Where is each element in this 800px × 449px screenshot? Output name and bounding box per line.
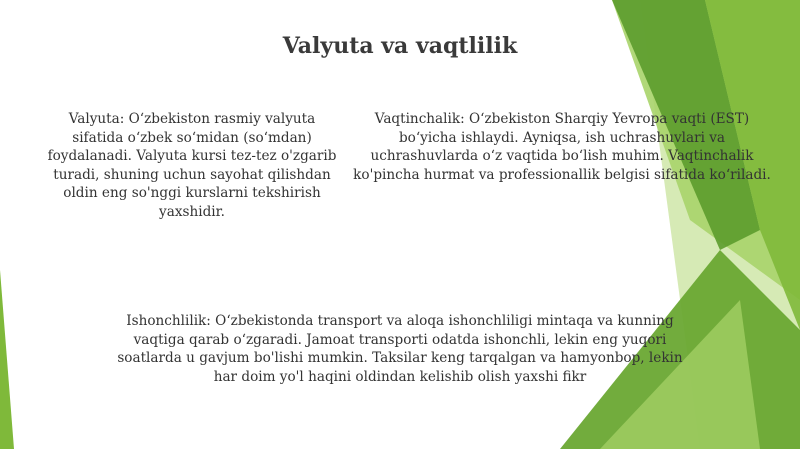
- currency-paragraph: Valyuta: O‘zbekiston rasmiy valyuta sifatida o‘zbek so‘midan (so‘mdan) foydalanadi. Valyuta kursi tez-tez o'zgarib turadi, shuning uchun sayohat qilishdan oldin eng so'nggi kurslarni tekshirish yaxshidir.: [47, 111, 337, 220]
- punctuality-paragraph: Vaqtinchalik: O‘zbekiston Sharqiy Yevropa vaqti (EST) bo‘yicha ishlaydi. Ayniqsa, ish uchrashuvlari va uchrashuvlarda o‘z vaqtida bo‘lish muhim. Vaqtinchalik ko'pincha hurmat va professionallik belgisi sifatida ko‘riladi.: [353, 111, 771, 183]
- left-edge-triangle: [0, 270, 14, 449]
- slide-title: Valyuta va vaqtlilik: [282, 33, 518, 59]
- reliability-paragraph: Ishonchlilik: O‘zbekistonda transport va aloqa ishonchliligi mintaqa va kunning vaqtiga qarab o‘zgaradi. Jamoat transporti odatda ishonchli, lekin eng yuqori soatlarda u gavjum bo'lishi mumkin. Taksilar keng tarqalgan va hamyonbop, lekin har doim yo'l haqini oldindan kelishib olish yaxshi fikr: [117, 313, 683, 385]
